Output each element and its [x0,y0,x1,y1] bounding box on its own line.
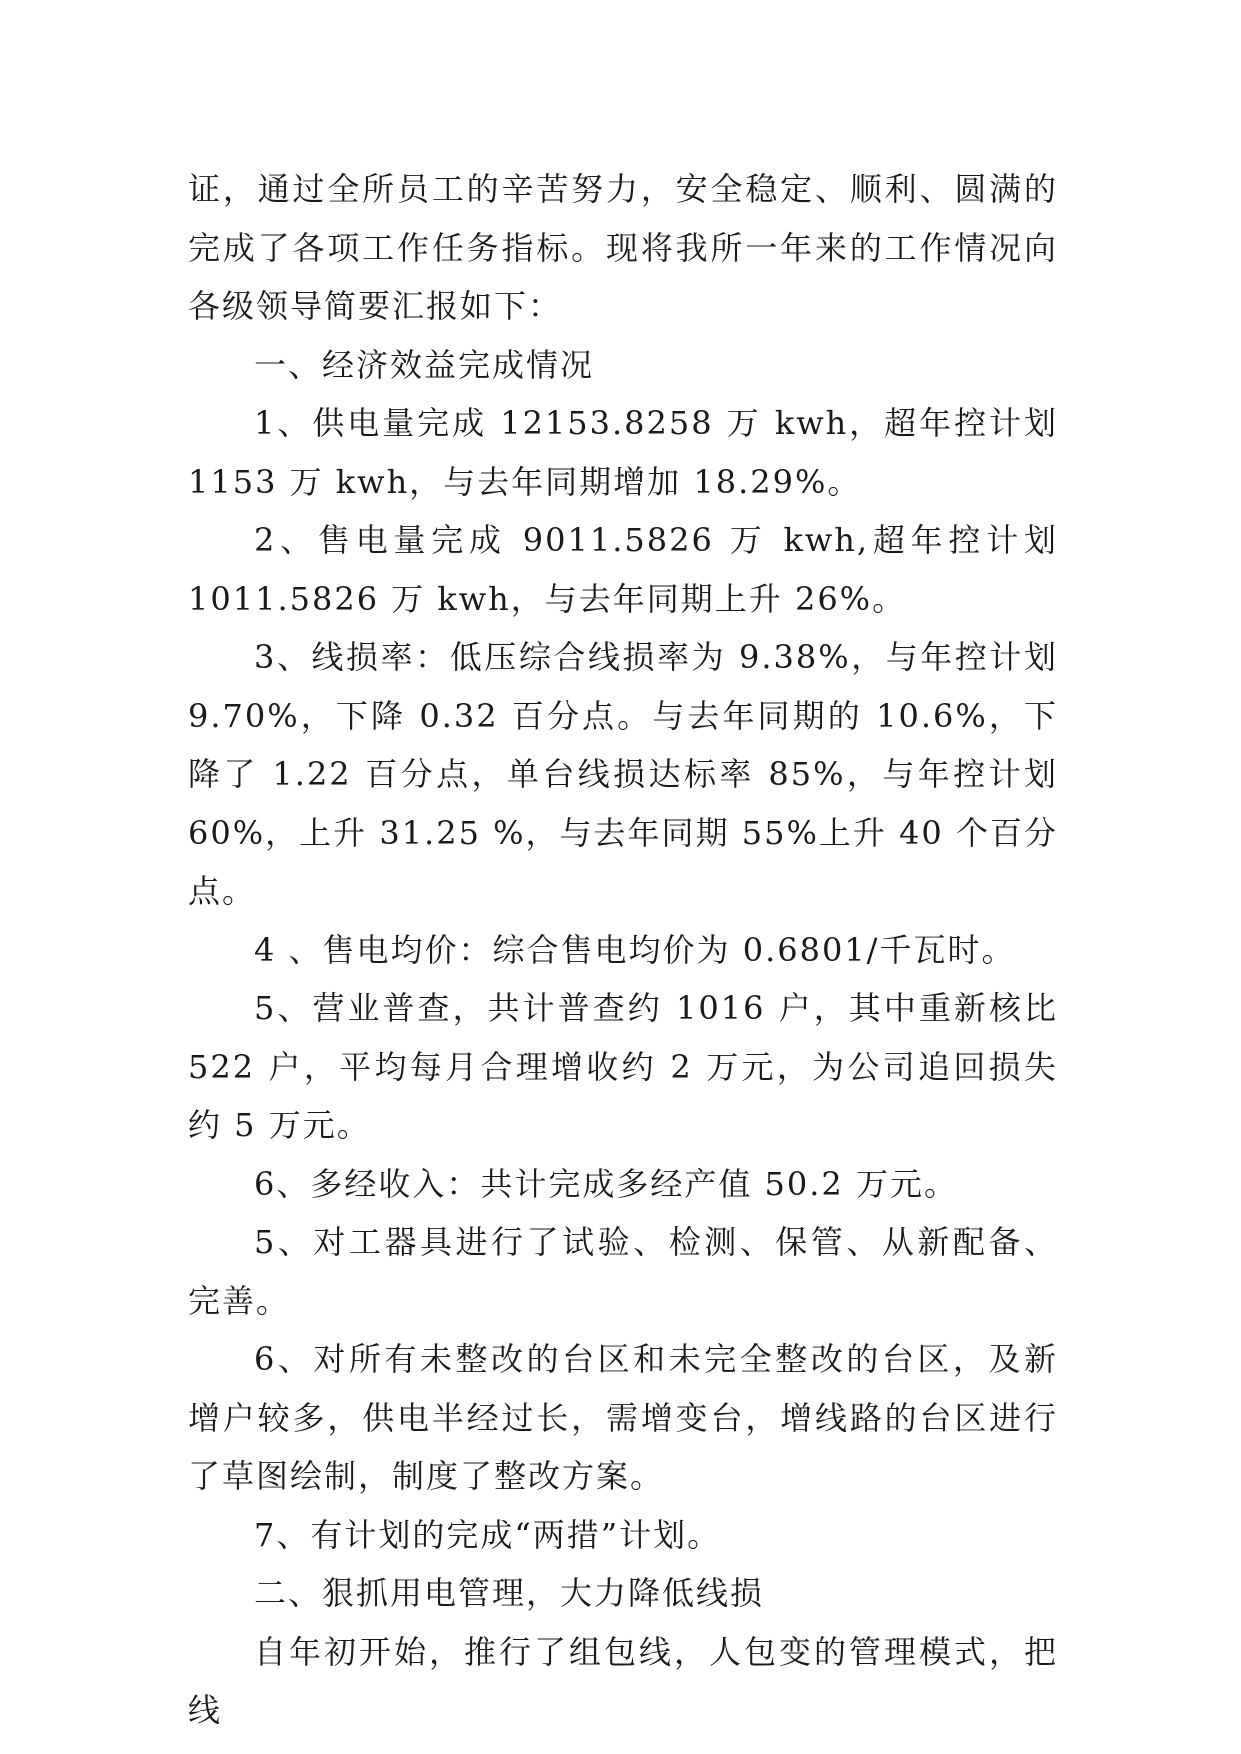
paragraph-two-measures: 7、有计划的完成“两措”计划。 [254,1515,722,1554]
section-heading-economic-benefits: 一、经济效益完成情况 [254,345,595,384]
section-heading-power-management: 二、狠抓用电管理，大力降低线损 [254,1574,765,1612]
document-body [188,160,1058,1740]
paragraph-intro: 证，通过全所员工的辛苦努力，安全稳定、顺利、圆满的完成了各项工作任务指标。现将我所一年来的工作情况向各级领导简要汇报如下： [188,170,1058,325]
paragraph-average-price: 4 、售电均价：综合售电均价为 0.6801/千瓦时。 [254,930,1016,969]
paragraph-power-sales: 2、售电量完成 9011.5826 万 kwh,超年控计划 1011.5826 万 kwh，与去年同期上升 26%。 [188,521,1058,618]
paragraph-tools: 5、对工器具进行了试验、检测、保管、从新配备、完善。 [188,1223,1058,1320]
paragraph-business-survey: 5、营业普查，共计普查约 1016 户，其中重新核比 522 户，平均每月合理增收约 2 万元，为公司追回损失约 5 万元。 [188,989,1058,1144]
paragraph-diversified-income: 6、多经收入：共计完成多经产值 50.2 万元。 [254,1164,958,1203]
paragraph-line-loss-rate: 3、线损率：低压综合线损率为 9.38%，与年控计划 9.70%，下降 0.32 百分点。与去年同期的 10.6%，下降了 1.22 百分点，单台线损达标率 85%，与年控计划 60%，上升 31.25 %，与去年同期 55%上升 40 个百分点。 [188,638,1058,910]
paragraph-power-supply: 1、供电量完成 12153.8258 万 kwh，超年控计划 1153 万 kwh，与去年同期增加 18.29%。 [188,404,1058,501]
paragraph-station-rectification: 6、对所有未整改的台区和未完全整改的台区，及新增户较多，供电半经过长，需增变台，增线路的台区进行了草图绘制，制度了整改方案。 [188,1340,1058,1495]
paragraph-management-mode: 自年初开始，推行了组包线，人包变的管理模式，把线 [188,1632,1058,1729]
